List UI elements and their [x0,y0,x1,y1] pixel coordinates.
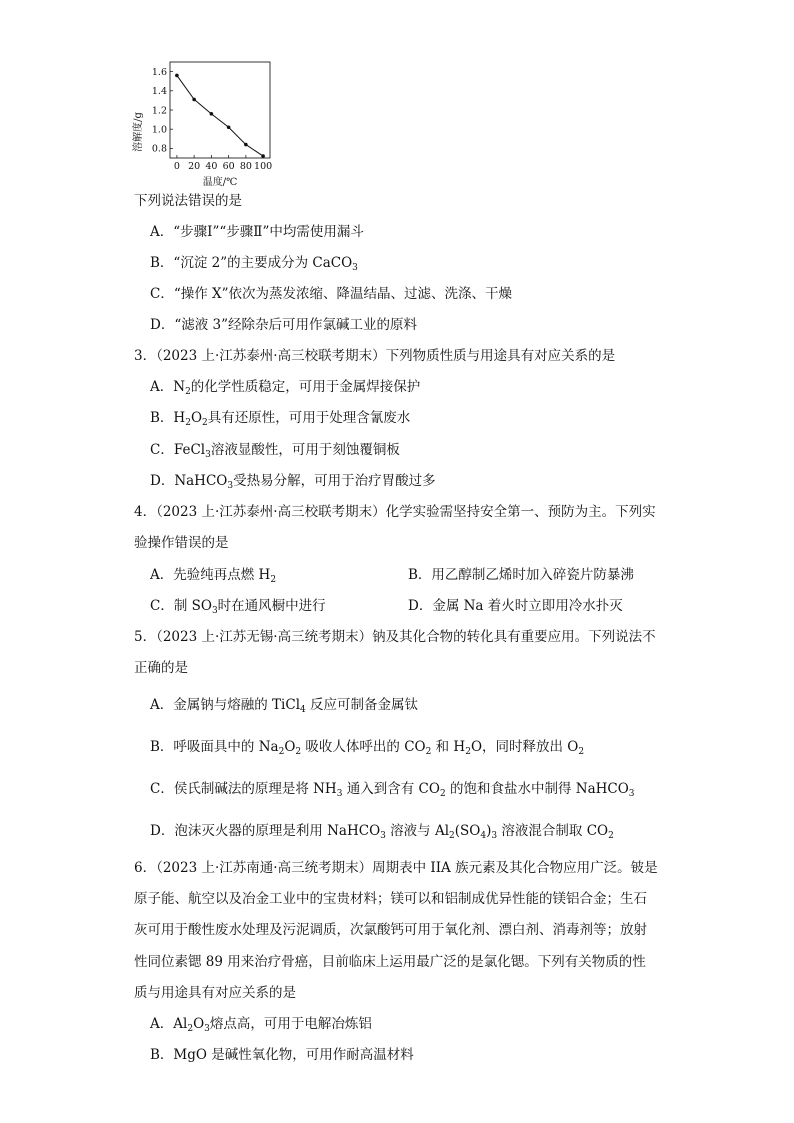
text: A．金属钠与熔融的 TiCl [150,697,301,713]
q6-stem-line3: 灰可用于酸性废水处理及污泥调质，次氯酸钙可用于氧化剂、漂白剂、消毒剂等；放射 [134,922,647,938]
text: D．NaHCO [150,473,228,489]
text: O [190,410,203,426]
q3-option-c [150,441,400,459]
text: 溶液显酸性，可用于刻蚀覆铜板 [210,442,400,458]
q2-option-b [150,254,358,272]
y-tick-label: 1.0 [151,124,167,136]
x-tick-label: 100 [254,161,273,172]
subscript: 2 [449,831,455,841]
q5-option-d [150,822,614,840]
text: 的化学性质稳定，可用于金属焊接保护 [190,379,421,395]
data-point [261,154,265,158]
data-point [192,98,196,102]
q5-option-b [150,738,584,756]
subscript: 2 [185,387,191,397]
text: A．Al [150,1016,188,1032]
data-point [175,74,179,78]
text: D．泡沫灭火器的原理是利用 NaHCO [150,823,381,839]
subscript: 4 [480,831,487,841]
subscript: 2 [270,575,277,585]
text: B．“沉淀 2”的主要成分为 CaCO [150,255,353,271]
text: 反应可制备金属钛 [305,697,419,713]
subscript: 3 [380,831,386,841]
text: O，同时释放出 O [470,739,579,755]
y-tick-label: 1.4 [151,86,167,98]
subscript: 2 [439,789,446,799]
chart-svg [128,58,278,188]
x-tick-label: 0 [173,161,180,172]
y-tick-label: 0.8 [151,143,167,155]
x-tick-label: 80 [239,161,252,172]
q6-stem-line5: 质与用途具有对应关系的是 [134,985,296,1001]
subscript: 3 [352,263,358,273]
subscript: 3 [628,789,635,799]
q2-stem: 下列说法错误的是 [134,193,242,209]
subscript: 2 [425,747,432,757]
q5-stem-line1: 5．（2023 上·江苏无锡·高三统考期末）钠及其化合物的转化具有重要应用。下列说法不 [134,629,656,645]
text: O [284,739,296,755]
q6-option-a [150,1015,372,1033]
q3-option-a [150,378,420,396]
subscript: 4 [300,705,306,715]
text: A．先验纯再点燃 H [150,567,271,583]
q6-option-b: B．MgO 是碱性氧化物，可用作耐高温材料 [150,1047,414,1063]
q4-option-b: B．用乙醇制乙烯时加入碎瓷片防暴沸 [408,567,634,583]
data-point [210,112,214,116]
subscript: 2 [278,747,285,757]
q3-stem: 3．（2023 上·江苏泰州·高三校联考期末）下列物质性质与用途具有对应关系的是 [134,348,616,364]
q5-option-c [150,780,635,798]
text: C．FeCl [150,442,206,458]
q4-option-c [150,597,326,615]
text: 具有还原性，可用于处理含氰废水 [207,410,411,426]
text: 的饱和食盐水中制得 NaHCO [445,781,629,797]
text: 时在通风橱中进行 [217,598,326,614]
text: C．侯氏制碱法的原理是将 NH [150,781,337,797]
q2-option-c: C．“操作 X”依次为蒸发浓缩、降温结晶、过滤、洗涤、干燥 [150,286,513,302]
subscript: 2 [608,831,614,841]
q4-option-d: D．金属 Na 着火时立即用冷水扑灭 [408,598,623,614]
subscript: 3 [336,789,343,799]
subscript: 3 [211,606,218,616]
y-tick-label: 1.6 [151,66,167,78]
q6-stem-line1: 6．（2023 上·江苏南通·高三统考期末）周期表中 IIA 族元素及其化合物应用广泛。铍是 [134,860,658,876]
subscript: 3 [491,831,498,841]
subscript: 2 [185,418,191,428]
text: (SO [454,823,481,839]
y-tick-label: 1.2 [151,105,167,117]
text: C．制 SO [150,598,212,614]
x-axis-label: 温度/℃ [202,177,238,188]
subscript: 3 [205,450,211,460]
q4-stem-line1: 4．（2023 上·江苏泰州·高三校联考期末）化学实验需坚持安全第一、预防为主。下列实 [134,504,656,520]
data-point [227,125,231,129]
q6-stem-line2: 原子能、航空以及冶金工业中的宝贵材料；镁可以和铝制成优异性能的镁铝合金；生石 [134,891,647,907]
q3-option-d [150,472,436,490]
text: O [193,1016,205,1032]
q2-option-a: A．“步骤Ⅰ”“步骤Ⅱ”中均需使用漏斗 [150,224,364,240]
text: 溶液混合制取 CO [497,823,609,839]
subscript: 3 [204,1024,210,1034]
subscript: 2 [295,747,302,757]
subscript: 2 [465,747,471,757]
subscript: 2 [202,418,208,428]
data-point [244,143,248,147]
subscript: 3 [227,481,234,491]
x-tick-label: 20 [188,161,201,172]
text: 溶液与 Al [385,823,450,839]
x-tick-label: 40 [205,161,218,172]
text: ) [486,823,492,839]
solubility-chart [128,58,278,188]
q4-option-a [150,566,276,584]
text: B．呼吸面具中的 Na [150,739,279,755]
q2-option-d: D．“滤液 3”经除杂后可用作氯碱工业的原料 [150,317,418,333]
x-tick-label: 60 [222,161,235,172]
text: A．N [150,379,186,395]
subscript: 2 [187,1024,194,1034]
text: 熔点高，可用于电解冶炼铝 [209,1016,372,1032]
q6-stem-line4: 性同位素锶 89 用来治疗骨癌，目前临床上运用最广泛的是氯化锶。下列有关物质的性 [134,954,646,970]
q5-stem-line2: 正确的是 [134,660,188,676]
text: B．H [150,410,186,426]
y-axis-label: 溶解度/g [133,112,144,152]
q4-stem-line2: 验操作错误的是 [134,535,229,551]
q5-option-a [150,696,418,714]
text: 受热易分解，可用于治疗胃酸过多 [233,473,436,489]
text: 和 H [431,739,466,755]
text: 通入到含有 CO [342,781,440,797]
solubility-curve [177,75,263,156]
plot-frame [170,62,270,158]
text: 吸收人体呼出的 CO [301,739,426,755]
subscript: 2 [578,747,585,757]
q3-option-b [150,409,410,427]
